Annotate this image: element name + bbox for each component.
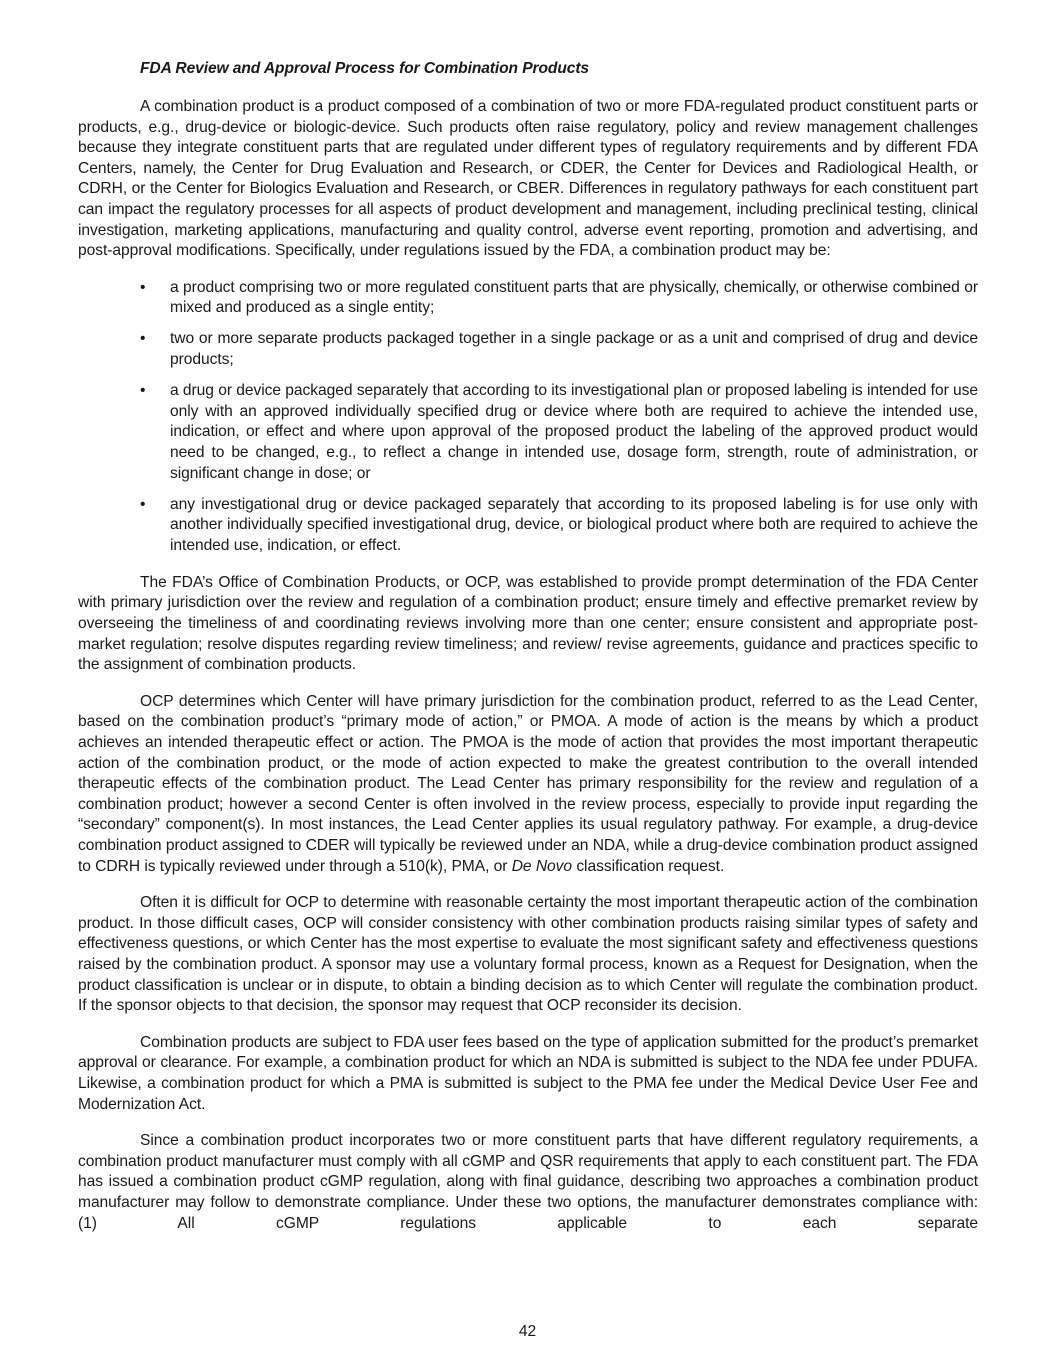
document-page: [78, 58, 978, 1234]
paragraph-ocp: The FDA’s Office of Combination Products, or OCP, was established to provide prompt determination of the FDA Center with primary jurisdiction over the review and regulation of a combination product; ensure timely and effective premarket review by overseeing the timeliness of and coordinating reviews involving more than one center; ensure consistent and appropriate post-market regulation; resolve disputes regarding review timeliness; and review/ revise agreements, guidance and practices specific to the assignment of combination products.: [78, 573, 978, 674]
list-item-text: two or more separate products packaged together in a single package or as a unit and comprised of drug and device products;: [170, 330, 978, 369]
bullet-icon: •: [140, 330, 146, 348]
list-item-text: any investigational drug or device packaged separately that according to its proposed labeling is for use only with another individually specified investigational drug, device, or biological product where both are required to achieve the intended use, indication, or effect.: [170, 495, 978, 554]
bullet-icon: •: [140, 382, 146, 400]
list-item: [78, 329, 978, 370]
page-number: 42: [518, 1323, 537, 1340]
bullet-icon: •: [140, 278, 146, 296]
italic-term: De Novo: [511, 857, 573, 875]
paragraph-cgmp: Since a combination product incorporates two or more constituent parts that have different regulatory requirements, a combination product manufacturer must comply with all cGMP and QSR requirements that apply to each constituent part. The FDA has issued a combination product cGMP regulation, along with final guidance, describing two approaches a combination product manufacturer may follow to demonstrate compliance. Under these two options, the manufacturer demonstrates compliance with: (1) All cGMP regulations applicable to each separate: [78, 1132, 978, 1232]
paragraph-definition: A combination product is a product composed of a combination of two or more FDA-regulated product constituent parts or products, e.g., drug-device or biologic-device. Such products often raise regulatory, policy and review management challenges because they integrate constituent parts that are regulated under different types of regulatory requirements and by different FDA Centers, namely, the Center for Drug Evaluation and Research, or CDER, the Center for Devices and Radiological Health, or CDRH, or the Center for Biologics Evaluation and Research, or CBER. Differences in regulatory pathways for each constituent part can impact the regulatory processes for all aspects of product development and management, including preclinical testing, clinical investigation, marketing applications, manufacturing and quality control, adverse event reporting, promotion and advertising, and post-approval modifications. Specifically, under regulations issued by the FDA, a combination product may be:: [78, 98, 978, 260]
paragraph-request-for-designation: Often it is difficult for OCP to determine with reasonable certainty the most important therapeutic action of the combination product. In those difficult cases, OCP will consider consistency with other combination products raising similar types of safety and effectiveness questions, or which Center has the most expertise to evaluate the most significant safety and effectiveness questions raised by the combination product. A sponsor may use a voluntary formal process, known as a Request for Designation, when the product classification is unclear or in dispute, to obtain a binding decision as to which Center will regulate the combination product. If the sponsor objects to that decision, the sponsor may request that OCP reconsider its decision.: [78, 894, 978, 1015]
paragraph-lead-center: [78, 692, 978, 877]
combination-product-types-list: [78, 278, 978, 557]
list-item-text: a drug or device packaged separately that according to its investigational plan or proposed labeling is intended for use only with an approved individually specified drug or device where both are required to achieve the intended use, indication, or effect and where upon approval of the proposed product the labeling of the approved product would need to be changed, e.g., to reflect a change in intended use, dosage form, strength, route of administration, or significant change in dose; or: [170, 382, 978, 482]
list-item: [78, 278, 978, 319]
paragraph-text: classification request.: [572, 857, 725, 875]
section-heading: FDA Review and Approval Process for Combination Products: [140, 60, 590, 77]
spacer: [78, 676, 978, 692]
paragraph-text: OCP determines which Center will have primary jurisdiction for the combination product, referred to as the Lead Center, based on the combination product’s “primary mode of action,” or PMOA. A mode of action is the means by which a product achieves an intended therapeutic effect or action. The PMOA is the mode of action that provides the most important therapeutic action of the combination product, or the mode of action expected to make the greatest contribution to the overall intended therapeutic effects of the combination product. The Lead Center has primary responsibility for the review and regulation of a combination product; however a second Center is often involved in the review process, especially to provide input regarding the “secondary” component(s). In most instances, the Lead Center applies its usual regulatory pathway. For example, a drug-device combination product assigned to CDER will typically be reviewed under an NDA, while a drug-device combination product assigned to CDRH is typically reviewed under through a 510(k), PMA, or: [78, 692, 978, 875]
spacer: [78, 877, 978, 893]
bullet-icon: •: [140, 495, 146, 513]
paragraph-user-fees: Combination products are subject to FDA user fees based on the type of application submitted for the product’s premarket approval or clearance. For example, a combination product for which an NDA is submitted is subject to the NDA fee under PDUFA. Likewise, a combination product for which a PMA is submitted is subject to the PMA fee under the Medical Device User Fee and Modernization Act.: [78, 1033, 978, 1113]
list-item-text: a product comprising two or more regulated constituent parts that are physically, chemically, or otherwise combined or mixed and produced as a single entity;: [170, 278, 978, 317]
spacer: [78, 80, 978, 97]
spacer: [78, 262, 978, 278]
spacer: [78, 1017, 978, 1033]
list-item: [78, 495, 978, 557]
spacer: [78, 1115, 978, 1131]
list-item: [78, 381, 978, 484]
